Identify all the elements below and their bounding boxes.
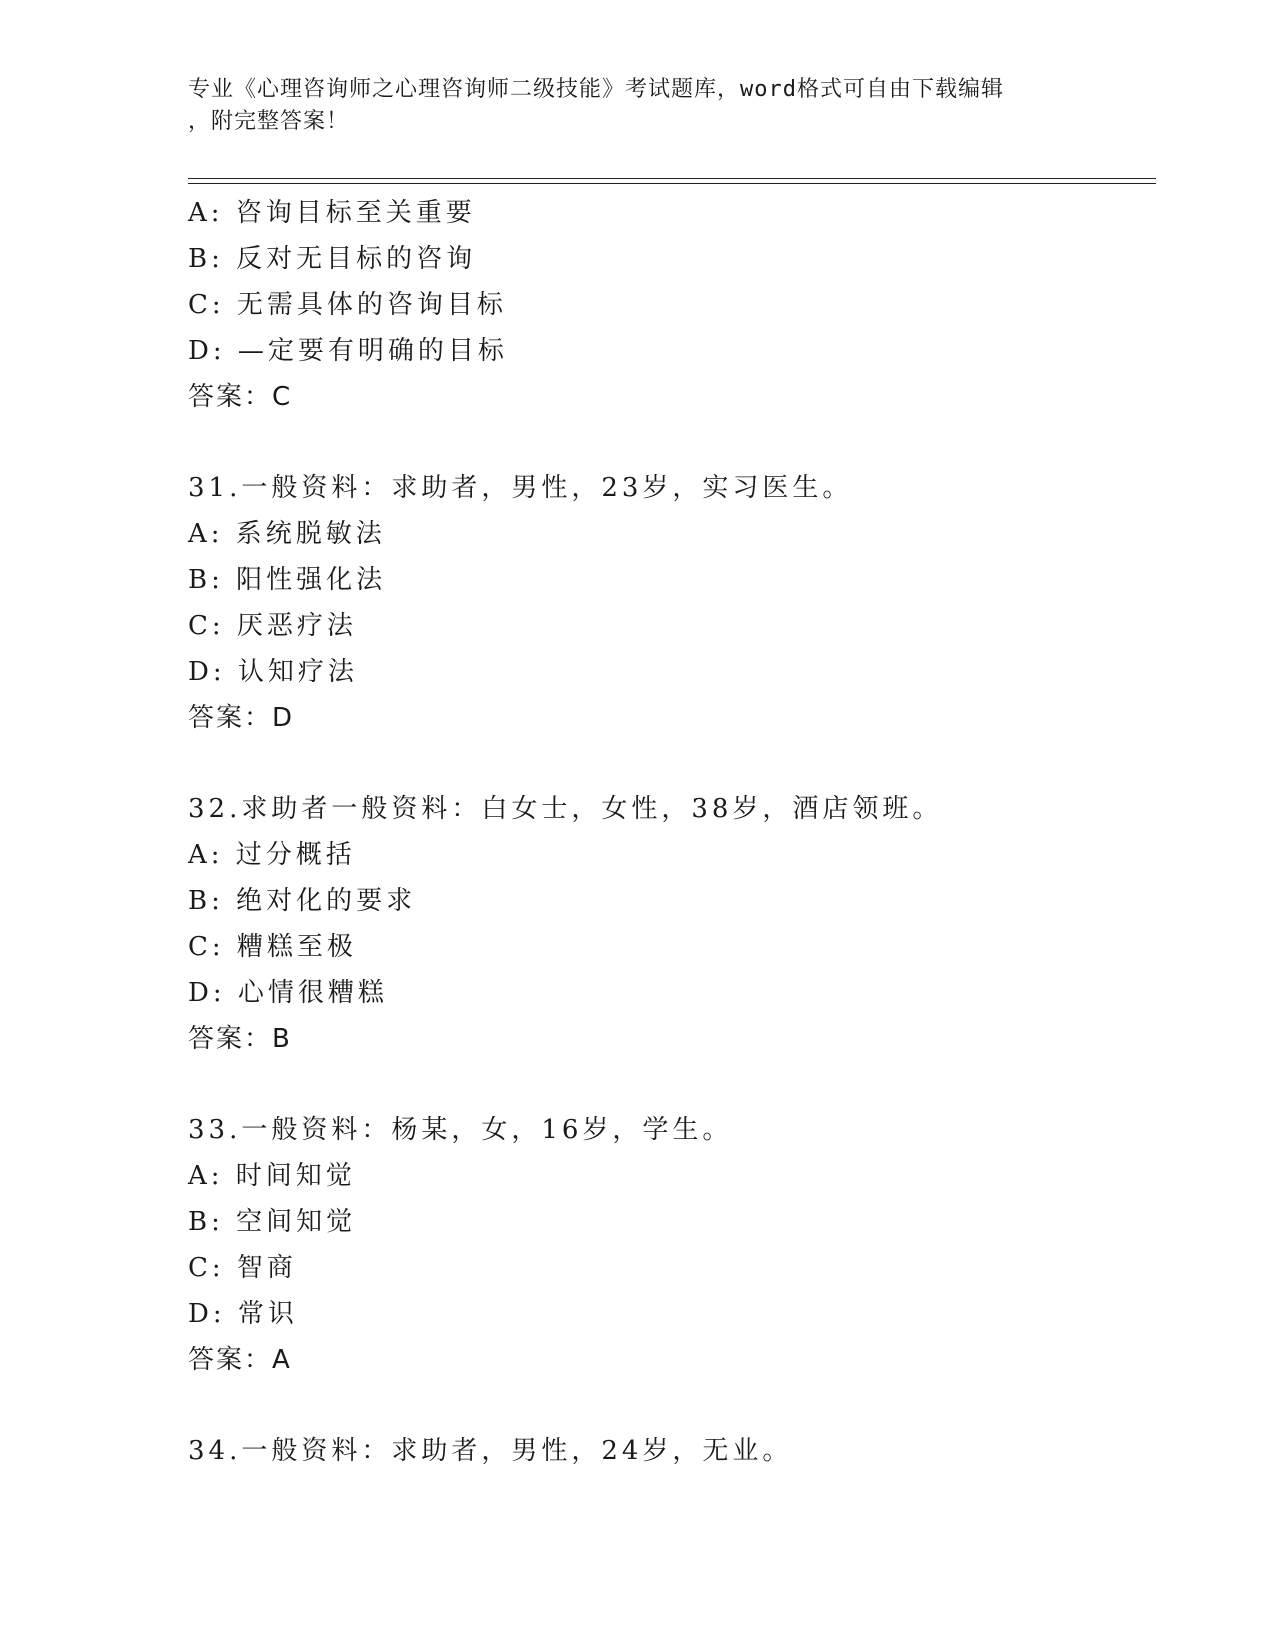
header-divider-top: [188, 178, 1156, 179]
option-a: A: 系统脱敏法: [188, 519, 386, 549]
question-list: [188, 190, 1156, 1474]
question-33: [188, 1107, 1156, 1383]
answer-line: 答案：A: [188, 1345, 292, 1375]
answer-line: 答案：B: [188, 1024, 292, 1054]
option-a: A: 过分概括: [188, 840, 356, 870]
question-title: 32.求助者一般资料：白女士，女性，38岁，酒店领班。: [188, 794, 943, 824]
option-d: D: 认知疗法: [188, 657, 358, 687]
option-d: D: 心情很糟糕: [188, 978, 388, 1008]
question-title: 33.一般资料：杨某，女，16岁，学生。: [188, 1115, 733, 1145]
header-divider-bottom: [188, 183, 1156, 184]
option-c: C: 糟糕至极: [188, 932, 357, 962]
answer-line: 答案：D: [188, 703, 295, 733]
header-line-2: ，附完整答案！: [188, 109, 350, 134]
option-b: B: 空间知觉: [188, 1207, 357, 1237]
question-block-continued: [188, 190, 1156, 420]
option-d: D: —定要有明确的目标: [188, 336, 508, 366]
question-title: 31.一般资料：求助者，男性，23岁，实习医生。: [188, 473, 853, 503]
question-32: [188, 786, 1156, 1062]
question-31: [188, 465, 1156, 741]
option-c: C: 无需具体的咨询目标: [188, 290, 507, 320]
question-34: [188, 1428, 1156, 1474]
header-line-1: 专业《心理咨询师之心理咨询师二级技能》考试题库，word格式可自由下载编辑: [188, 77, 1004, 102]
question-title: 34.一般资料：求助者，男性，24岁，无业。: [188, 1436, 793, 1466]
document-header: [188, 74, 1088, 138]
option-a: A: 咨询目标至关重要: [188, 198, 476, 228]
option-a: A: 时间知觉: [188, 1161, 356, 1191]
option-b: B: 反对无目标的咨询: [188, 244, 477, 274]
option-c: C: 厌恶疗法: [188, 611, 357, 641]
option-c: C: 智商: [188, 1253, 297, 1283]
option-b: B: 阳性强化法: [188, 565, 387, 595]
answer-line: 答案：C: [188, 382, 293, 412]
option-d: D: 常识: [188, 1299, 298, 1329]
option-b: B: 绝对化的要求: [188, 886, 417, 916]
